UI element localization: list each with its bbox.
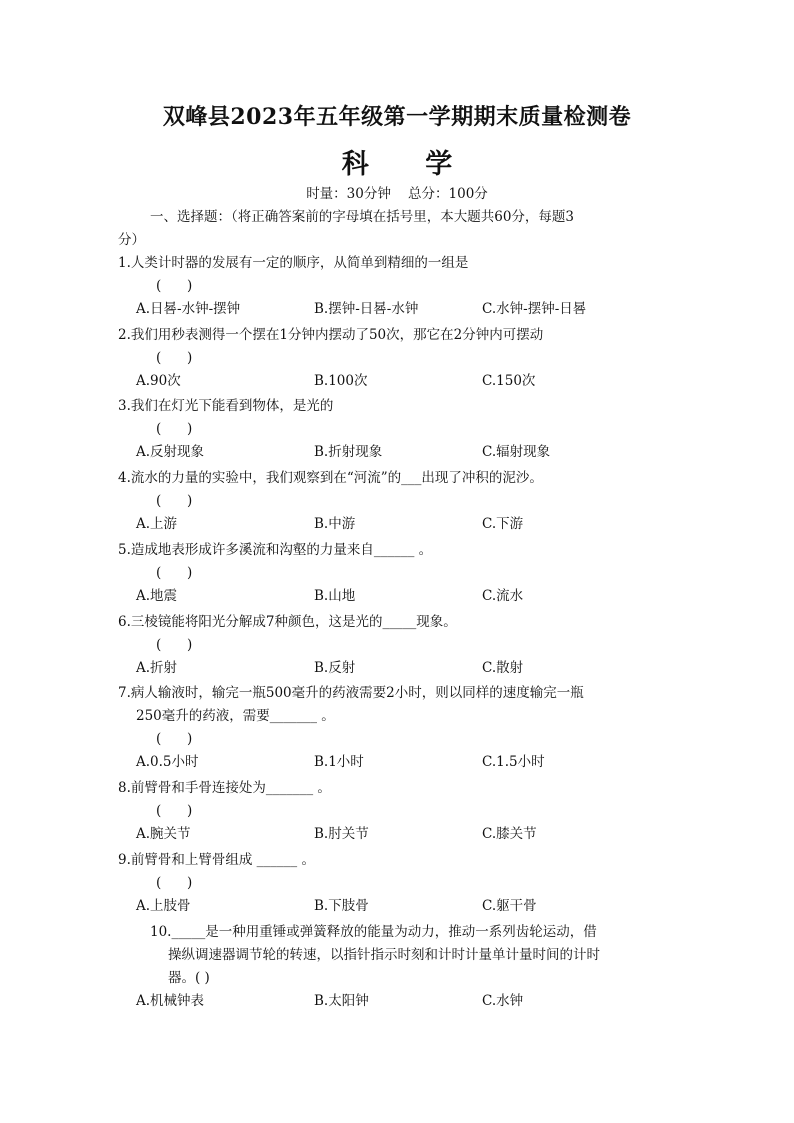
instructions-line-2: 分） xyxy=(118,232,145,248)
option-c: C.流水 xyxy=(482,588,524,604)
question-stem: 10._____是一种用重锤或弹簧释放的能量为动力，推动一系列齿轮运动，借 xyxy=(150,924,597,940)
question-8 xyxy=(118,777,688,846)
option-b: B.太阳钟 xyxy=(314,993,369,1009)
option-a: A.反射现象 xyxy=(136,444,205,460)
question-stem: 6.三棱镜能将阳光分解成7种颜色，这是光的_____现象。 xyxy=(118,614,457,630)
options-row xyxy=(118,990,688,1013)
question-1 xyxy=(118,252,688,321)
option-c: C.辐射现象 xyxy=(482,444,551,460)
question-stem-continued: 操纵调速器调节轮的转速，以指针指示时刻和计时计量单计量时间的计时 xyxy=(168,947,600,963)
question-stem: 1.人类计时器的发展有一定的顺序，从简单到精细的一组是 xyxy=(118,255,469,271)
option-c: C.下游 xyxy=(482,516,524,532)
answer-parentheses[interactable]: ( ) xyxy=(156,565,193,581)
question-10 xyxy=(118,921,688,1013)
option-a: A.机械钟表 xyxy=(136,993,205,1009)
option-c: C.150次 xyxy=(482,373,536,389)
answer-parentheses[interactable]: ( ) xyxy=(156,875,193,891)
option-b: B.折射现象 xyxy=(314,444,383,460)
options-row xyxy=(118,513,688,536)
answer-parentheses[interactable]: ( ) xyxy=(156,278,193,294)
question-stem: 9.前臂骨和上臂骨组成 ______ 。 xyxy=(118,852,315,868)
instructions-line-1: 一、选择题：（将正确答案前的字母填在括号里，本大题共60分，每题3 xyxy=(150,209,575,225)
exam-title: 双峰县2023年五年级第一学期期末质量检测卷 xyxy=(162,104,632,130)
question-5 xyxy=(118,539,688,608)
question-stem-continued: 250毫升的药液，需要_______ 。 xyxy=(136,708,335,724)
option-c: C.膝关节 xyxy=(482,826,537,842)
option-a: A.折射 xyxy=(136,660,178,676)
option-a: A.地震 xyxy=(136,588,178,604)
question-stem: 5.造成地表形成许多溪流和沟壑的力量来自______ 。 xyxy=(118,542,433,558)
option-b: B.1小时 xyxy=(314,754,364,770)
option-b: B.摆钟-日晷-水钟 xyxy=(314,301,419,317)
section-instructions xyxy=(118,206,678,252)
answer-parentheses[interactable]: ( ) xyxy=(156,803,193,819)
question-stem: 7.病人输液时，输完一瓶500毫升的药液需要2小时，则以同样的速度输完一瓶 xyxy=(118,685,584,701)
option-b: B.100次 xyxy=(314,373,368,389)
question-stem: 2.我们用秒表测得一个摆在1分钟内摆动了50次，那它在2分钟内可摆动 xyxy=(118,327,544,343)
options-row xyxy=(118,751,688,774)
options-row xyxy=(118,823,688,846)
subject-title: 科 学 xyxy=(341,149,453,180)
question-stem: 8.前臂骨和手骨连接处为_______ 。 xyxy=(118,780,331,796)
option-a: A.上游 xyxy=(136,516,178,532)
option-a: A.腕关节 xyxy=(136,826,191,842)
option-a: A.0.5小时 xyxy=(136,754,199,770)
options-row xyxy=(118,370,688,393)
question-4 xyxy=(118,467,688,536)
option-c: C.躯干骨 xyxy=(482,898,537,914)
option-c: C.水钟 xyxy=(482,993,524,1009)
options-row xyxy=(118,298,688,321)
options-row xyxy=(118,895,688,918)
question-3 xyxy=(118,395,688,464)
answer-parentheses[interactable]: ( ) xyxy=(156,731,193,747)
option-b: B.下肢骨 xyxy=(314,898,369,914)
option-c: C.散射 xyxy=(482,660,524,676)
answer-parentheses[interactable]: ( ) xyxy=(156,637,193,653)
answer-parentheses[interactable]: ( ) xyxy=(156,493,193,509)
time-and-score: 时量：30分钟 总分：100分 xyxy=(306,186,488,202)
question-stem: 4.流水的力量的实验中，我们观察到在“河流”的___出现了冲积的泥沙。 xyxy=(118,470,543,486)
question-2 xyxy=(118,324,688,393)
option-b: B.反射 xyxy=(314,660,356,676)
question-6 xyxy=(118,611,688,680)
option-c: C.水钟-摆钟-日晷 xyxy=(482,301,587,317)
option-b: B.山地 xyxy=(314,588,356,604)
question-stem-continued-2: 器。( ) xyxy=(168,970,210,986)
option-a: A.上肢骨 xyxy=(136,898,191,914)
answer-parentheses[interactable]: ( ) xyxy=(156,421,193,437)
option-a: A.90次 xyxy=(136,373,181,389)
option-b: B.肘关节 xyxy=(314,826,369,842)
question-stem: 3.我们在灯光下能看到物体，是光的 xyxy=(118,398,334,414)
question-9 xyxy=(118,849,688,918)
options-row xyxy=(118,441,688,464)
options-row xyxy=(118,585,688,608)
option-c: C.1.5小时 xyxy=(482,754,545,770)
answer-parentheses[interactable]: ( ) xyxy=(156,350,193,366)
option-a: A.日晷-水钟-摆钟 xyxy=(136,301,241,317)
option-b: B.中游 xyxy=(314,516,356,532)
options-row xyxy=(118,657,688,680)
question-7 xyxy=(118,682,688,774)
